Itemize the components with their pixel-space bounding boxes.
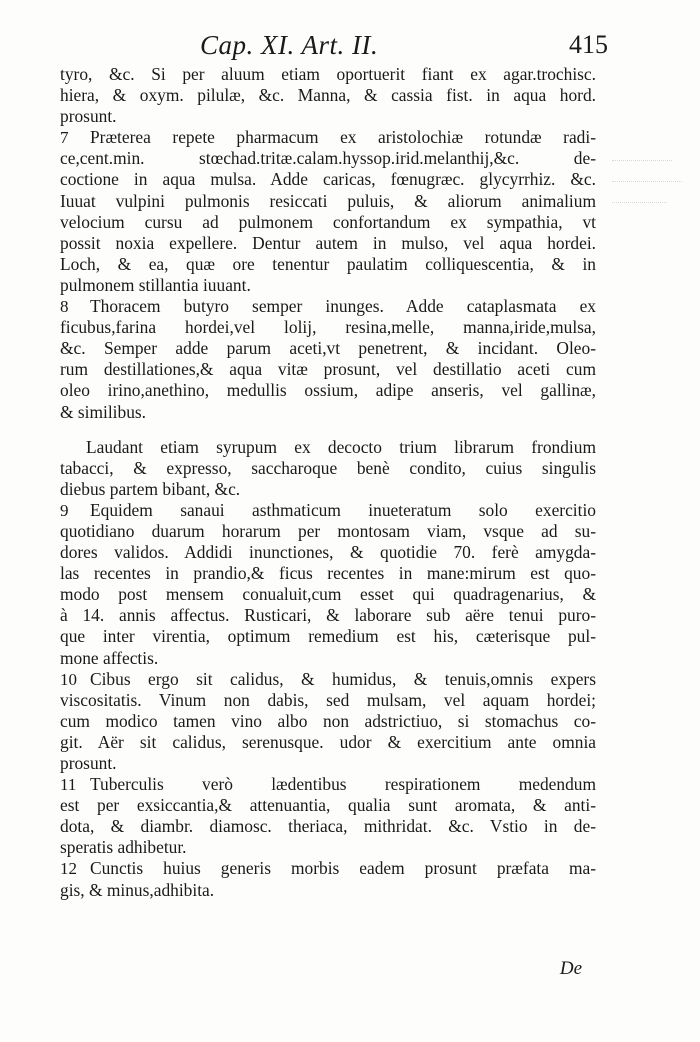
text-line: modo post mensem conualuit,cum esset qui quadragenarius, & [60,584,596,605]
paragraph-number: 10 [60,669,77,689]
text-line: quotidiano duarum horarum per montosam viam, vsque ad su- [60,520,596,541]
text-line: possit noxia expellere. Dentur autem in mulso, vel aqua hordei. [60,232,596,253]
paragraph-7 [60,127,596,296]
text-line: git. Aër sit calidus, serenusque. udor & exercitium ante omnia [60,731,596,752]
text-line: oleo irino,anethino, medullis ossium, adipe anseris, vel gallinæ, [60,380,596,401]
text-line: Iuuat vulpini pulmonis resiccati puluis, & aliorum animalium [60,190,596,211]
paragraph-10 [60,669,596,774]
text-line: gis, & minus,adhibita. [60,879,215,900]
paragraph-syrup [60,437,596,500]
text-line: Thoracem butyro semper inunges. Adde cataplasmata ex [90,296,596,317]
page-number: 415 [569,30,608,59]
paragraph-number: 12 [60,859,77,879]
text-line: que inter virentia, optimum remedium est his, cæterisque pul- [60,626,596,647]
paragraph-number: 11 [60,775,77,795]
text-line: &c. Semper adde parum aceti,vt penetrent, & incidant. Oleo- [60,338,596,359]
running-title: Cap. XI. Art. II. [200,30,379,60]
text-line: ce,cent.min. stœchad.tritæ.calam.hyssop.irid.melanthij,&c. de- [60,148,596,169]
text-line: pulmonem stillantia iuuant. [60,274,251,295]
text-line: Tuberculis verò lædentibus respirationem medendum [90,774,596,795]
text-line: velocium cursu ad pulmonem confortandum ex sympathia, vt [60,211,596,232]
text-line: rum destillationes,& aqua vitæ prosunt, vel destillatio aceti cum [60,359,596,380]
text-line: mone affectis. [60,647,159,668]
show-through-ink [612,152,692,223]
text-line: hiera, & oxym. pilulæ, &c. Manna, & cassia fist. in aqua hord. [60,85,596,106]
paragraph-continuation [60,64,596,127]
text-line: ficubus,farina hordei,vel lolij, resina,melle, manna,iride,mulsa, [60,317,596,338]
text-line: speratis adhibetur. [60,837,187,858]
text-line: dores validos. Addidi inunctiones, & quotidie 70. ferè amygda- [60,542,596,563]
text-line: tabacci, & expresso, saccharoque benè condito, cuius singulis [60,457,596,478]
paragraph-11 [60,774,596,858]
paragraph-9 [60,500,596,669]
text-line: Loch, & ea, quæ ore tenentur paulatim colliquescentia, & in [60,253,596,274]
text-line: viscositatis. Vinum non dabis, sed mulsam, vel aquam hordei; [60,689,596,710]
text-line: Præterea repete pharmacum ex aristolochiæ rotundæ radi- [90,127,596,148]
text-line: est per exsiccantia,& attenuantia, qualia sunt aromata, & anti- [60,795,596,816]
text-line: Cibus ergo sit calidus, & humidus, & tenuis,omnis expers [90,668,596,689]
catchword: De [559,958,582,979]
text-line: Equidem sanaui asthmaticum inueteratum solo exercitio [90,499,596,520]
body-text [60,64,596,901]
text-line: diebus partem bibant, &c. [60,478,241,499]
paragraph-12 [60,858,596,900]
text-line: prosunt. [60,106,117,127]
text-line: coctione in aqua mulsa. Adde caricas, fœnugræc. glycyrrhiz. &c. [60,169,596,190]
text-line: dota, & diambr. diamosc. theriaca, mithridat. &c. Vstio in de- [60,816,596,837]
text-line: Cunctis huius generis morbis eadem prosunt præfata ma- [90,858,596,879]
text-line: prosunt. [60,753,117,773]
paragraph-number: 9 [60,500,69,520]
paragraph-number: 7 [60,128,69,148]
text-line: las recentes in prandio,& ficus recentes in mane:mirum est quo- [60,563,596,584]
text-line: à 14. annis affectus. Rusticari, & laborare sub aëre tenui puro- [60,605,596,626]
text-line: & similibus. [60,401,147,422]
paragraph-8 [60,296,596,423]
text-line: cum modico tamen vino albo non adstrictiuo, si stomachus co- [60,710,596,731]
text-line: tyro, &c. Si per aluum etiam oportuerit fiant ex agar.trochisc. [60,64,596,84]
text-line: Laudant etiam syrupum ex decocto trium librarum frondium [86,436,596,457]
paragraph-number: 8 [60,297,69,317]
